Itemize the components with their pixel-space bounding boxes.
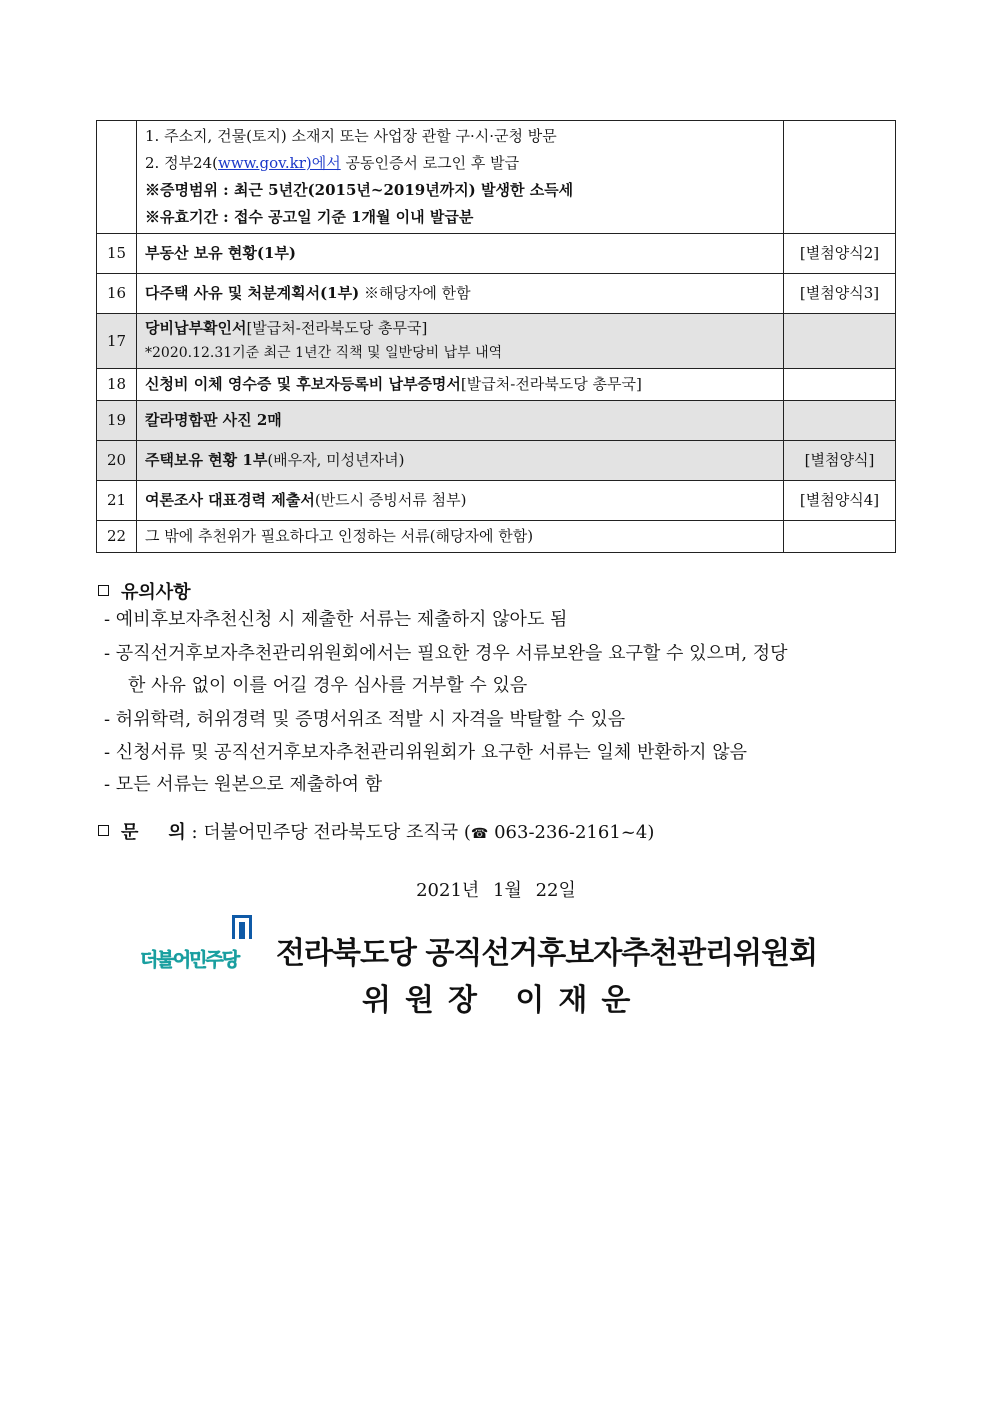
document-date: 2021년 1월 22일 (416, 880, 576, 901)
note-item-continued: 한 사유 없이 이를 어길 경우 심사를 거부할 수 있음 (128, 675, 528, 696)
document-issuer: [발급처-전라북도당 총무국] (246, 319, 428, 337)
method-2-suffix: 공동인증서 로그인 후 발급 (340, 154, 520, 172)
document-cell (137, 234, 784, 274)
note-item: - 공직선거후보자추천관리위원회에서는 필요한 경우 서류보완을 요구할 수 있으며, 정당 (104, 643, 788, 664)
document-note: ※해당자에 한함 (359, 284, 471, 302)
contact-separator: : (185, 822, 204, 843)
document-note: 그 밖에 추천위가 필요하다고 인정하는 서류(해당자에 한함) (145, 527, 534, 545)
table-row (97, 441, 896, 481)
document-note: (배우자, 미성년자녀) (267, 451, 405, 469)
logo-mark-icon (232, 915, 252, 939)
table-row (97, 521, 896, 553)
document-subnote: *2020.12.31기준 최근 1년간 직책 및 일반당비 납부 내역 (145, 345, 503, 361)
validity-note: ※유효기간 : 접수 공고일 기준 1개월 이내 발급분 (145, 208, 474, 226)
attachment-form: [별첨양식] (784, 441, 896, 481)
document-cell (137, 369, 784, 401)
issue-method-2 (145, 150, 775, 177)
attachment-form (784, 314, 896, 369)
document-cell (137, 481, 784, 521)
row-number: 18 (97, 369, 137, 401)
table-row (97, 121, 896, 234)
notes-title: 유의사항 (121, 582, 191, 603)
table-row (97, 274, 896, 314)
row-number: 15 (97, 234, 137, 274)
gov24-link[interactable]: www.gov.kr)에서 (218, 154, 341, 172)
checkbox-square-icon (98, 825, 109, 836)
document-issuer: [발급처-전라북도당 총무국] (460, 375, 642, 393)
table-row (97, 369, 896, 401)
attachment-cell (784, 121, 896, 234)
note-item: - 예비후보자추천신청 시 제출한 서류는 제출하지 않아도 됨 (104, 609, 568, 630)
attachment-form (784, 369, 896, 401)
contact-label-b: 의 (168, 822, 186, 843)
attachment-form: [별첨양식4] (784, 481, 896, 521)
party-logo (140, 915, 250, 975)
document-title: 주택보유 현황 1부 (145, 451, 268, 469)
attachment-form: [별첨양식3] (784, 274, 896, 314)
document-cell (137, 521, 784, 553)
contact-label-a: 문 (121, 822, 139, 843)
attachment-form (784, 521, 896, 553)
table-row (97, 234, 896, 274)
method-2-prefix: 2. 정부24( (145, 154, 218, 172)
notes-heading (98, 578, 191, 604)
row-number: 16 (97, 274, 137, 314)
issue-method-1: 1. 주소지, 건물(토지) 소재지 또는 사업장 관할 구·시·군청 방문 (145, 127, 557, 145)
note-item: - 허위학력, 허위경력 및 증명서위조 적발 시 자격을 박탈할 수 있음 (104, 709, 626, 730)
required-documents-table (96, 120, 896, 553)
row-number: 22 (97, 521, 137, 553)
table-row (97, 401, 896, 441)
chairperson: 위원장 이재운 (362, 983, 645, 1018)
document-title: 부동산 보유 현황(1부) (145, 244, 296, 262)
row-number: 19 (97, 401, 137, 441)
row-number: 20 (97, 441, 137, 481)
document-cell (137, 274, 784, 314)
phone-icon: ☎ (470, 826, 489, 842)
document-note: (반드시 증빙서류 첨부) (314, 491, 467, 509)
document-title: 신청비 이체 영수증 및 후보자등록비 납부증명서 (145, 375, 461, 393)
document-title: 칼라명함판 사진 2매 (145, 411, 282, 429)
document-title: 여론조사 대표경력 제출서 (145, 491, 315, 509)
table-row (97, 314, 896, 369)
committee-name: 전라북도당 공직선거후보자추천관리위원회 (276, 936, 818, 971)
attachment-form: [별첨양식2] (784, 234, 896, 274)
row-number: 21 (97, 481, 137, 521)
document-cell (137, 441, 784, 481)
document-title: 당비납부확인서 (145, 319, 247, 337)
note-item: - 신청서류 및 공직선거후보자추천관리위원회가 요구한 서류는 일체 반환하지 않음 (104, 742, 748, 763)
document-cell (137, 121, 784, 234)
document-cell (137, 314, 784, 369)
contact-text: 더불어민주당 전라북도당 조직국 ( (203, 822, 471, 843)
document-cell (137, 401, 784, 441)
attachment-form (784, 401, 896, 441)
contact-line (98, 818, 654, 844)
row-number: 17 (97, 314, 137, 369)
document-line (145, 316, 775, 341)
proof-range-note: ※증명범위 : 최근 5년간(2015년~2019년까지) 발생한 소득세 (145, 181, 574, 199)
table-row (97, 481, 896, 521)
checkbox-square-icon (98, 585, 109, 596)
row-number-cell (97, 121, 137, 234)
note-item: - 모든 서류는 원본으로 제출하여 함 (104, 774, 383, 795)
logo-text: 더불어민주당 (140, 949, 239, 971)
document-title: 다주택 사유 및 처분계획서(1부) (145, 284, 360, 302)
contact-phone: 063-236-2161~4) (488, 822, 655, 843)
